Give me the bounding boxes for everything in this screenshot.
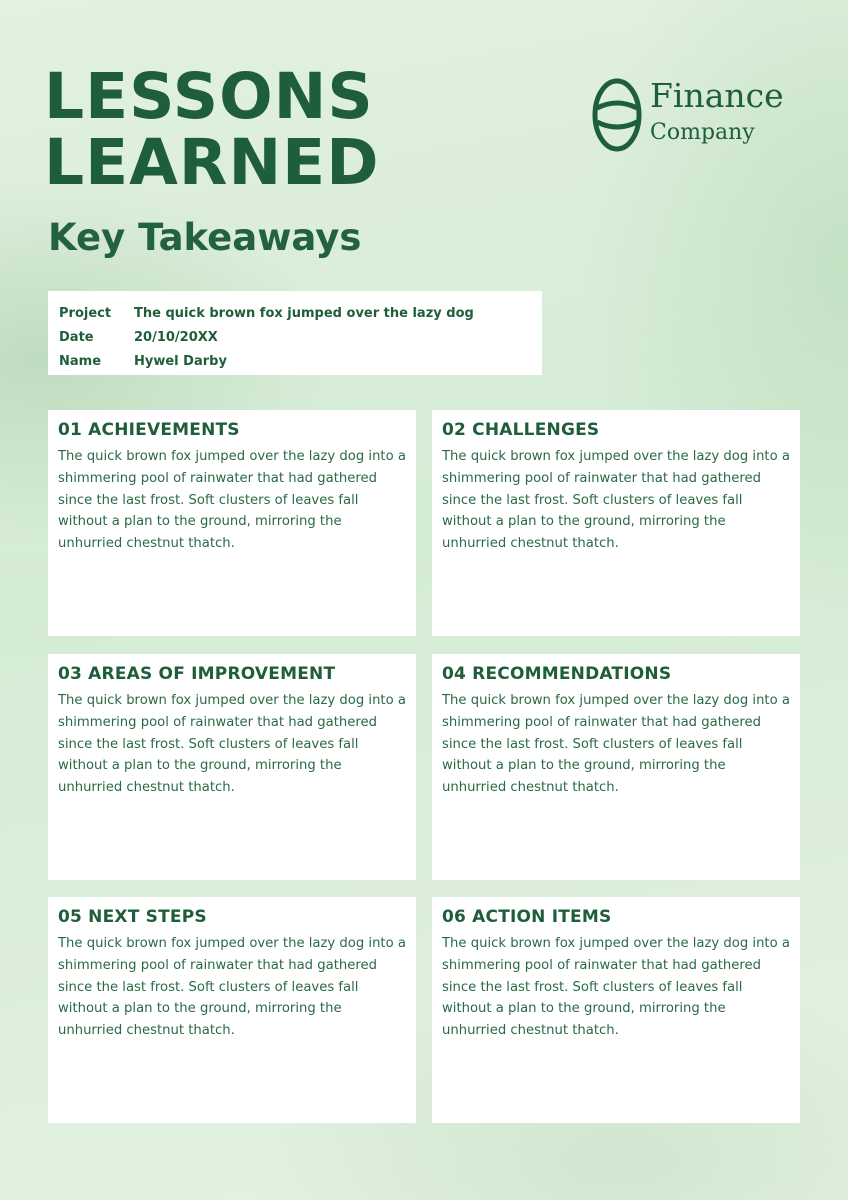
section-title: 02 CHALLENGES bbox=[442, 420, 600, 440]
logo-name: Finance bbox=[650, 76, 784, 115]
project-value: The quick brown fox jumped over the lazy dog bbox=[134, 305, 474, 321]
company-logo bbox=[592, 76, 792, 156]
section-title: 01 ACHIEVEMENTS bbox=[58, 420, 240, 440]
page-subtitle: Key Takeaways bbox=[48, 216, 362, 259]
section-body: The quick brown fox jumped over the lazy dog into a shimmering pool of rainwater that had gathered since the last frost. Soft clusters of leaves fall without a plan to the ground, mirroring the unhurried chestnut thatch. bbox=[58, 449, 406, 552]
date-value: 20/10/20XX bbox=[134, 329, 218, 345]
title-line-2: LEARNED bbox=[44, 126, 380, 199]
date-row bbox=[59, 325, 542, 349]
section-body: The quick brown fox jumped over the lazy dog into a shimmering pool of rainwater that had gathered since the last frost. Soft clusters of leaves fall without a plan to the ground, mirroring the unhurried chestnut thatch. bbox=[442, 693, 790, 796]
section-card-challenges bbox=[432, 410, 800, 636]
section-card-next-steps bbox=[48, 897, 416, 1123]
project-row bbox=[59, 301, 542, 325]
page-title bbox=[44, 60, 380, 199]
name-label: Name bbox=[59, 353, 102, 369]
date-label: Date bbox=[59, 329, 94, 345]
section-title: 06 ACTION ITEMS bbox=[442, 907, 612, 927]
section-body: The quick brown fox jumped over the lazy dog into a shimmering pool of rainwater that had gathered since the last frost. Soft clusters of leaves fall without a plan to the ground, mirroring the unhurried chestnut thatch. bbox=[442, 936, 790, 1039]
section-title: 04 RECOMMENDATIONS bbox=[442, 664, 672, 684]
section-body: The quick brown fox jumped over the lazy dog into a shimmering pool of rainwater that had gathered since the last frost. Soft clusters of leaves fall without a plan to the ground, mirroring the unhurried chestnut thatch. bbox=[58, 693, 406, 796]
leaf-ellipse-icon bbox=[592, 78, 642, 152]
project-label: Project bbox=[59, 305, 112, 321]
section-title: 05 NEXT STEPS bbox=[58, 907, 207, 927]
name-row bbox=[59, 349, 542, 373]
section-body: The quick brown fox jumped over the lazy dog into a shimmering pool of rainwater that had gathered since the last frost. Soft clusters of leaves fall without a plan to the ground, mirroring the unhurried chestnut thatch. bbox=[58, 936, 406, 1039]
section-card-achievements bbox=[48, 410, 416, 636]
project-info-box bbox=[48, 291, 542, 375]
logo-subtitle: Company bbox=[650, 120, 755, 145]
section-card-action-items bbox=[432, 897, 800, 1123]
section-card-areas-of-improvement bbox=[48, 654, 416, 880]
section-body: The quick brown fox jumped over the lazy dog into a shimmering pool of rainwater that had gathered since the last frost. Soft clusters of leaves fall without a plan to the ground, mirroring the unhurried chestnut thatch. bbox=[442, 449, 790, 552]
section-title: 03 AREAS OF IMPROVEMENT bbox=[58, 664, 336, 684]
section-card-recommendations bbox=[432, 654, 800, 880]
title-line-1: LESSONS bbox=[44, 60, 374, 133]
name-value: Hywel Darby bbox=[134, 353, 227, 369]
